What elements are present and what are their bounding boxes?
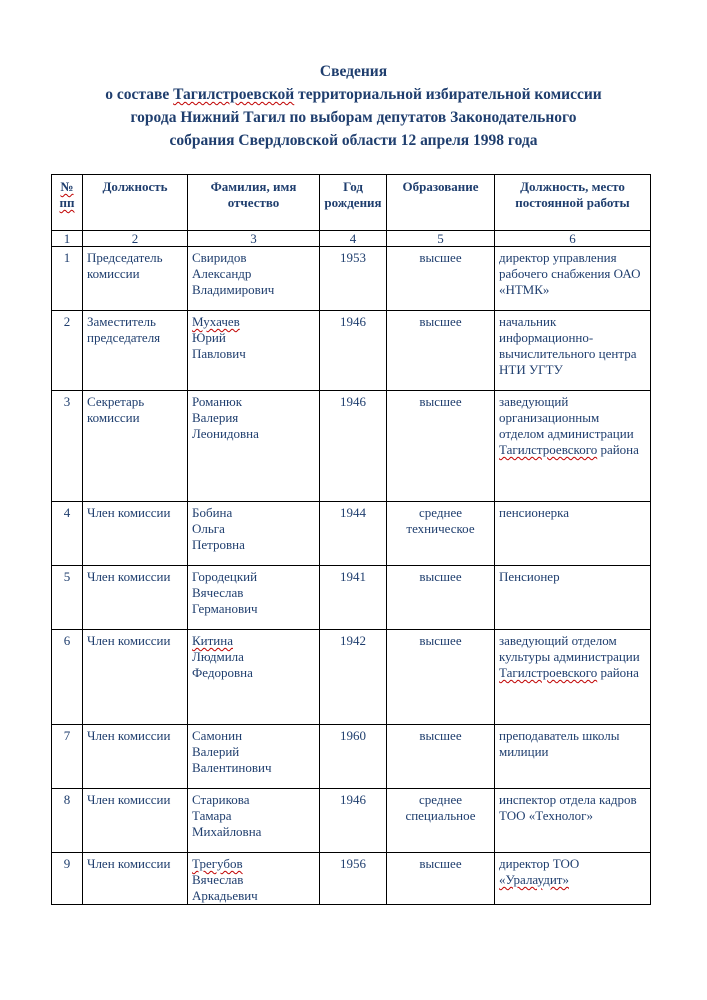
row-birth-year: 1960 bbox=[320, 725, 387, 789]
column-number: 1 bbox=[52, 231, 83, 247]
first-name: Ольга bbox=[192, 521, 225, 536]
row-birth-year: 1956 bbox=[320, 853, 387, 905]
header-year: Год рождения bbox=[320, 175, 387, 231]
title-line-2 bbox=[0, 83, 707, 106]
row-education: высшее bbox=[387, 566, 495, 630]
row-workplace bbox=[495, 853, 651, 905]
table-row bbox=[52, 566, 651, 630]
table-row bbox=[52, 630, 651, 725]
row-position: Член комиссии bbox=[83, 566, 188, 630]
header-position: Должность bbox=[83, 175, 188, 231]
first-name: Валерий bbox=[192, 744, 240, 759]
commission-table bbox=[51, 174, 651, 905]
row-full-name bbox=[188, 566, 320, 630]
row-education: среднее техническое bbox=[387, 502, 495, 566]
row-number: 5 bbox=[52, 566, 83, 630]
row-full-name bbox=[188, 725, 320, 789]
row-number: 8 bbox=[52, 789, 83, 853]
row-workplace: пенсионерка bbox=[495, 502, 651, 566]
row-birth-year: 1946 bbox=[320, 311, 387, 391]
row-full-name bbox=[188, 853, 320, 905]
patronymic: Валентинович bbox=[192, 760, 272, 775]
row-full-name bbox=[188, 502, 320, 566]
first-name: Юрий bbox=[192, 330, 226, 345]
row-birth-year: 1942 bbox=[320, 630, 387, 725]
row-number: 2 bbox=[52, 311, 83, 391]
row-birth-year: 1944 bbox=[320, 502, 387, 566]
column-number: 6 bbox=[495, 231, 651, 247]
row-number: 7 bbox=[52, 725, 83, 789]
table-row bbox=[52, 391, 651, 502]
patronymic: Германович bbox=[192, 601, 258, 616]
row-education: высшее bbox=[387, 725, 495, 789]
surname: Бобина bbox=[192, 505, 233, 520]
table-row bbox=[52, 725, 651, 789]
row-number: 1 bbox=[52, 247, 83, 311]
row-position: Секретарь комиссии bbox=[83, 391, 188, 502]
workplace-organization: «Уралаудит» bbox=[499, 872, 569, 887]
table-row bbox=[52, 853, 651, 905]
table-row bbox=[52, 789, 651, 853]
header-num bbox=[52, 175, 83, 231]
title-line-3: города Нижний Тагил по выборам депутатов Законодательного bbox=[130, 109, 577, 126]
row-position: Член комиссии bbox=[83, 725, 188, 789]
title-line-2-district: Тагилстроевской bbox=[173, 86, 295, 103]
surname: Китина bbox=[192, 633, 233, 648]
first-name: Тамара bbox=[192, 808, 232, 823]
row-education: высшее bbox=[387, 247, 495, 311]
patronymic: Владимирович bbox=[192, 282, 275, 297]
row-education: среднее специальное bbox=[387, 789, 495, 853]
title-line-2-start: о составе bbox=[105, 86, 174, 103]
workplace-organization: Тагилстроевского bbox=[499, 665, 598, 680]
table-row bbox=[52, 311, 651, 391]
table-row bbox=[52, 247, 651, 311]
workplace-end: района bbox=[600, 442, 639, 457]
workplace-end: района bbox=[600, 665, 639, 680]
header-education: Образование bbox=[387, 175, 495, 231]
surname: Городецкий bbox=[192, 569, 258, 584]
first-name: Валерия bbox=[192, 410, 239, 425]
header-num-label: № пп bbox=[59, 179, 75, 210]
row-number: 3 bbox=[52, 391, 83, 502]
row-number: 6 bbox=[52, 630, 83, 725]
row-position: Заместитель председателя bbox=[83, 311, 188, 391]
row-position: Член комиссии bbox=[83, 502, 188, 566]
row-workplace: преподаватель школы милиции bbox=[495, 725, 651, 789]
row-workplace bbox=[495, 391, 651, 502]
row-birth-year: 1946 bbox=[320, 391, 387, 502]
row-birth-year: 1953 bbox=[320, 247, 387, 311]
document-title bbox=[0, 60, 707, 152]
patronymic: Аркадьевич bbox=[192, 888, 258, 903]
row-full-name bbox=[188, 789, 320, 853]
row-position: Член комиссии bbox=[83, 630, 188, 725]
column-number: 2 bbox=[83, 231, 188, 247]
table-row bbox=[52, 502, 651, 566]
title-line-2-end: территориальной избирательной комиссии bbox=[294, 86, 602, 103]
row-position: Член комиссии bbox=[83, 789, 188, 853]
patronymic: Михайловна bbox=[192, 824, 262, 839]
row-workplace: Пенсионер bbox=[495, 566, 651, 630]
row-workplace: директор управления рабочего снабжения ОАО «НТМК» bbox=[495, 247, 651, 311]
patronymic: Федоровна bbox=[192, 665, 253, 680]
row-number: 9 bbox=[52, 853, 83, 905]
row-education: высшее bbox=[387, 630, 495, 725]
column-number: 3 bbox=[188, 231, 320, 247]
row-full-name bbox=[188, 630, 320, 725]
surname: Романюк bbox=[192, 394, 243, 409]
first-name: Александр bbox=[192, 266, 252, 281]
row-workplace bbox=[495, 630, 651, 725]
patronymic: Павлович bbox=[192, 346, 246, 361]
title-line-1: Сведения bbox=[319, 63, 388, 80]
workplace-start: заведующий отделом культуры администрации bbox=[499, 633, 640, 664]
surname: Свиридов bbox=[192, 250, 247, 265]
row-education: высшее bbox=[387, 311, 495, 391]
workplace-start: директор ТОО bbox=[499, 856, 580, 871]
row-education: высшее bbox=[387, 391, 495, 502]
surname: Самонин bbox=[192, 728, 243, 743]
row-birth-year: 1946 bbox=[320, 789, 387, 853]
patronymic: Петровна bbox=[192, 537, 245, 552]
column-number-row bbox=[52, 231, 651, 247]
column-number: 4 bbox=[320, 231, 387, 247]
header-work: Должность, место постоянной работы bbox=[495, 175, 651, 231]
row-position: Член комиссии bbox=[83, 853, 188, 905]
workplace-organization: Тагилстроевского bbox=[499, 442, 598, 457]
row-birth-year: 1941 bbox=[320, 566, 387, 630]
row-full-name bbox=[188, 247, 320, 311]
row-full-name bbox=[188, 311, 320, 391]
title-line-4: собрания Свердловской области 12 апреля 1998 года bbox=[169, 132, 538, 149]
workplace-start: заведующий организационным отделом администрации bbox=[499, 394, 634, 441]
row-education: высшее bbox=[387, 853, 495, 905]
first-name: Людмила bbox=[192, 649, 244, 664]
column-number: 5 bbox=[387, 231, 495, 247]
row-number: 4 bbox=[52, 502, 83, 566]
row-workplace: инспектор отдела кадров ТОО «Технолог» bbox=[495, 789, 651, 853]
surname: Мухачев bbox=[192, 314, 240, 329]
surname: Старикова bbox=[192, 792, 250, 807]
first-name: Вячеслав bbox=[192, 872, 244, 887]
row-full-name bbox=[188, 391, 320, 502]
first-name: Вячеслав bbox=[192, 585, 244, 600]
header-name: Фамилия, имя отчество bbox=[188, 175, 320, 231]
row-position: Председатель комиссии bbox=[83, 247, 188, 311]
surname: Трегубов bbox=[192, 856, 243, 871]
patronymic: Леонидовна bbox=[192, 426, 259, 441]
table-header-row bbox=[52, 175, 651, 231]
row-workplace: начальник информационно-вычислительного центра НТИ УГТУ bbox=[495, 311, 651, 391]
